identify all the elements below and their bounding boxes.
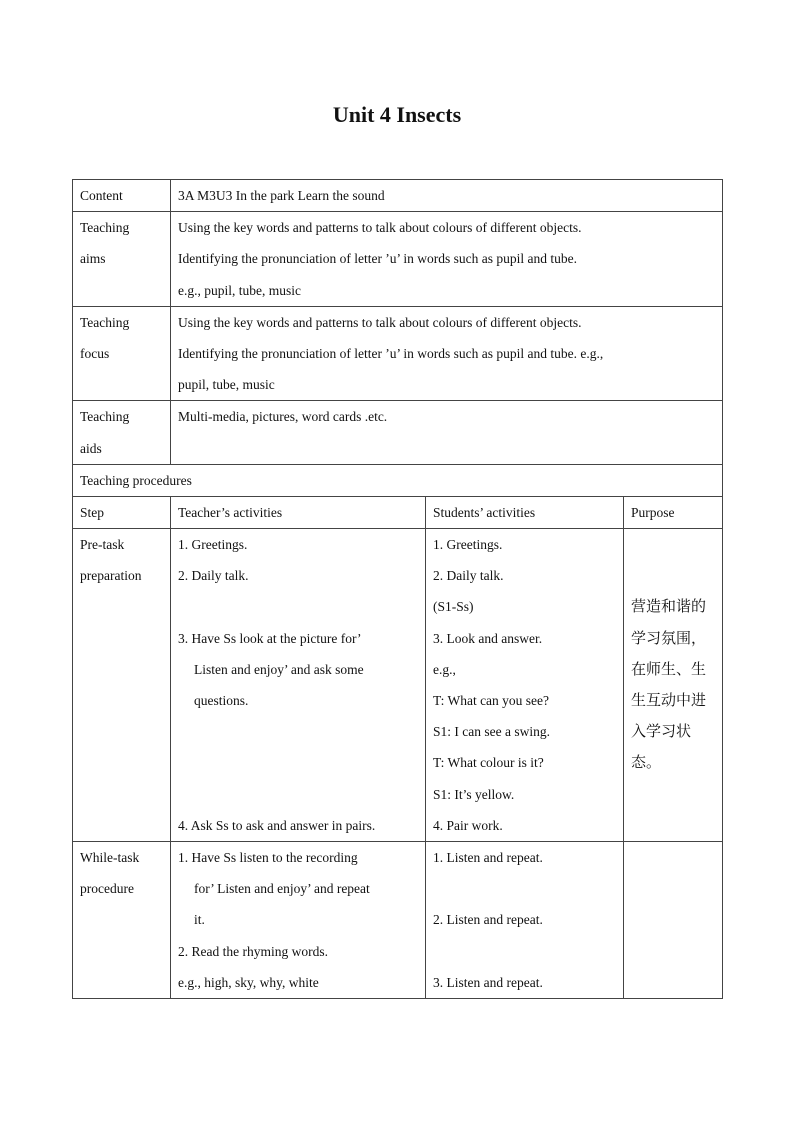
purpose-line-2: 学习氛围， xyxy=(631,628,707,647)
focus-value xyxy=(171,306,723,401)
pre-task-student-5: e.g., xyxy=(433,661,456,677)
focus-line-1: Using the key words and patterns to talk about colours of different objects. xyxy=(178,314,582,330)
aims-label-line-2: aims xyxy=(80,251,106,267)
pre-task-step-line-1: Pre-task xyxy=(80,537,125,553)
aims-line-3: e.g., pupil, tube, music xyxy=(178,282,301,298)
purpose-line-6: 态。 xyxy=(631,753,662,772)
aims-line-2: Identifying the pronunciation of letter ’u’ in words such as pupil and tube. xyxy=(178,251,578,267)
while-task-student-3: 3. Listen and repeat. xyxy=(433,974,543,990)
pre-task-student-10: 4. Pair work. xyxy=(433,817,503,833)
pre-task-teacher-1: 1. Greetings. xyxy=(178,537,248,553)
while-task-teacher-1-line-3: it. xyxy=(194,912,205,928)
while-task-step xyxy=(73,841,171,998)
content-row xyxy=(73,180,723,212)
while-task-row xyxy=(73,841,723,998)
focus-label-line-1: Teaching xyxy=(80,314,130,330)
column-header-purpose: Purpose xyxy=(624,496,723,528)
pre-task-step xyxy=(73,529,171,842)
purpose-line-3: 在师生、生 xyxy=(631,659,707,678)
aids-label xyxy=(73,401,171,464)
aims-label xyxy=(73,212,171,307)
pre-task-teacher-2: 2. Daily talk. xyxy=(178,568,249,584)
focus-line-2: Identifying the pronunciation of letter ’u’ in words such as pupil and tube. e.g., xyxy=(178,345,604,361)
aims-row xyxy=(73,212,723,307)
pre-task-student-1: 1. Greetings. xyxy=(433,537,503,553)
focus-line-3: pupil, tube, music xyxy=(178,377,275,393)
focus-label xyxy=(73,306,171,401)
while-task-student-1: 1. Listen and repeat. xyxy=(433,849,543,865)
pre-task-teacher-3-line-1: 3. Have Ss look at the picture for’ xyxy=(178,630,362,646)
pre-task-student-7: S1: I can see a swing. xyxy=(433,724,550,740)
aids-label-line-2: aids xyxy=(80,440,102,456)
pre-task-teacher-3-line-3: questions. xyxy=(194,693,249,709)
while-task-step-line-2: procedure xyxy=(80,881,134,897)
page-title: Unit 4 Insects xyxy=(332,102,462,127)
pre-task-student-8: T: What colour is it? xyxy=(433,755,544,771)
while-task-student-2: 2. Listen and repeat. xyxy=(433,912,543,928)
content-label: Content xyxy=(73,180,171,212)
column-header-students: Students’ activities xyxy=(426,496,624,528)
pre-task-step-line-2: preparation xyxy=(80,568,142,584)
focus-row xyxy=(73,306,723,401)
pre-task-teacher-3-line-2: Listen and enjoy’ and ask some xyxy=(194,661,364,677)
pre-task-student-9: S1: It’s yellow. xyxy=(433,786,515,802)
aims-label-line-1: Teaching xyxy=(80,220,130,236)
while-task-step-line-1: While-task xyxy=(80,849,140,865)
purpose-line-1: 营造和谐的 xyxy=(631,597,707,616)
pre-task-students xyxy=(426,529,624,842)
aids-row xyxy=(73,401,723,464)
pre-task-student-6: T: What can you see? xyxy=(433,693,550,709)
while-task-teacher xyxy=(171,841,426,998)
pre-task-student-4: 3. Look and answer. xyxy=(433,630,543,646)
while-task-students xyxy=(426,841,624,998)
pre-task-row xyxy=(73,529,723,842)
pre-task-student-3: (S1-Ss) xyxy=(433,599,474,615)
lesson-plan-table xyxy=(72,179,723,999)
while-task-teacher-2: 2. Read the rhyming words. xyxy=(178,943,328,959)
pre-task-teacher-4: 4. Ask Ss to ask and answer in pairs. xyxy=(178,817,376,833)
procedures-row xyxy=(73,464,723,496)
aids-label-line-1: Teaching xyxy=(80,409,130,425)
column-header-row xyxy=(73,496,723,528)
column-header-step: Step xyxy=(73,496,171,528)
aims-value xyxy=(171,212,723,307)
while-task-teacher-1-line-2: for’ Listen and enjoy’ and repeat xyxy=(194,881,370,897)
focus-label-line-2: focus xyxy=(80,345,110,361)
purpose-line-5: 入学习状 xyxy=(631,722,692,741)
while-task-purpose xyxy=(624,841,723,998)
column-header-teacher: Teacher’s activities xyxy=(171,496,426,528)
pre-task-purpose xyxy=(624,529,723,842)
pre-task-teacher xyxy=(171,529,426,842)
procedures-label: Teaching procedures xyxy=(73,464,723,496)
aids-value: Multi-media, pictures, word cards .etc. xyxy=(171,401,723,464)
purpose-line-4: 生互动中进 xyxy=(631,691,707,710)
aims-line-1: Using the key words and patterns to talk about colours of different objects. xyxy=(178,220,582,236)
pre-task-student-2: 2. Daily talk. xyxy=(433,568,504,584)
while-task-teacher-2-example: e.g., high, sky, why, white xyxy=(178,974,319,990)
while-task-teacher-1-line-1: 1. Have Ss listen to the recording xyxy=(178,849,358,865)
content-value: 3A M3U3 In the park Learn the sound xyxy=(171,180,723,212)
